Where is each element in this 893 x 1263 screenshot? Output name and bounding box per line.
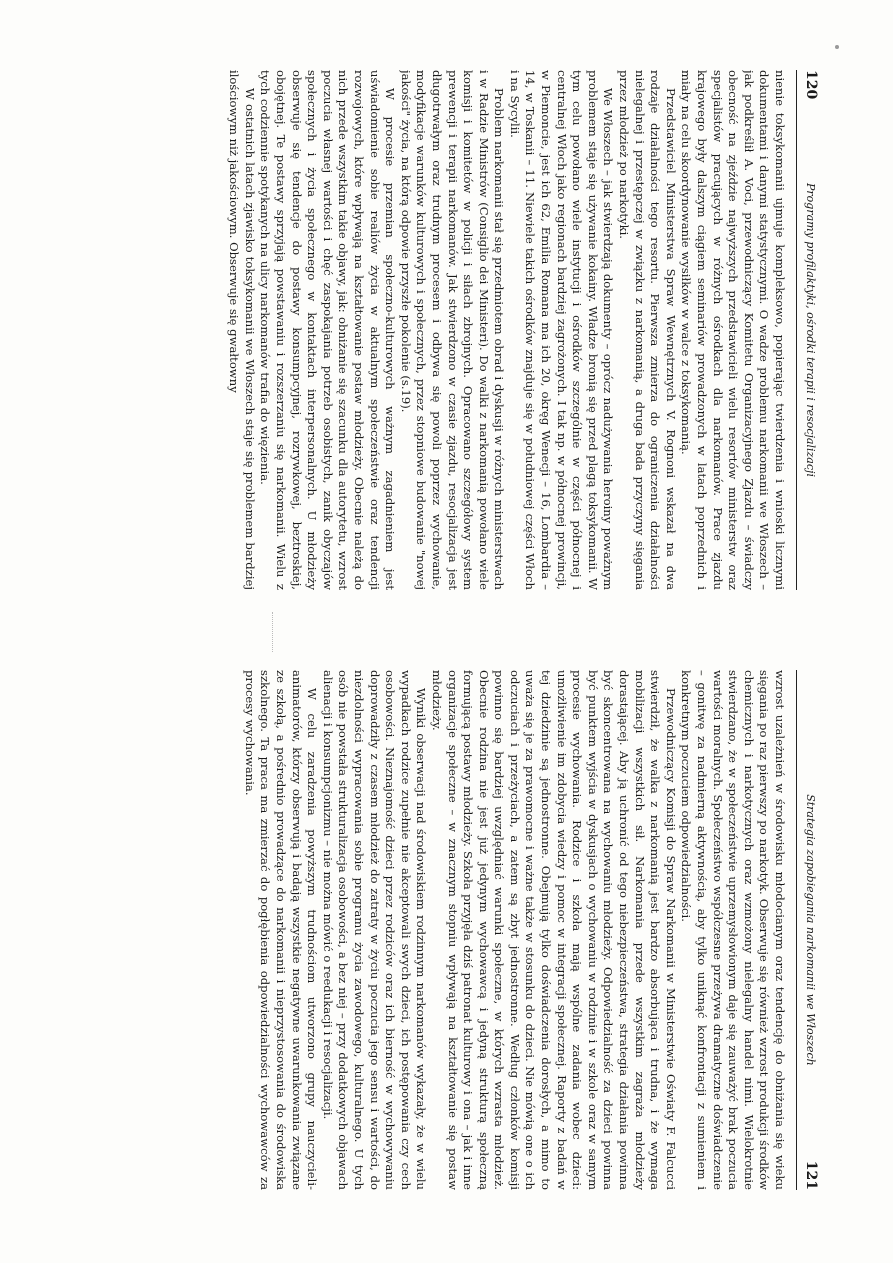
left-running-head: Programy profilaktyki, ośrodki terapii i resocjalizacji — [804, 183, 817, 477]
right-paragraph: Wyniki obserwacji nad środowiskiem rodzinnym narkomanów wykazały, że w wielu wypadkach rodzice zupełnie nie akceptowali swych dzieci, ich postępowania czy cech osobowości. Nieznajomość dzieci przez rodziców oraz ich bierność w wychowywaniu doprowadziły z czasem młodzież do zatraty w życiu poczucia jego sensu i wartości, do niezdolności wypracowania sobie programu życia zawodowego, kulturalnego. U tych osób nie powstała strukturalizacja osobowości, a bez niej – przy dodatkowych objawach alienacji i konsumpcjonizmu – nie można mówić o reedukacji i resocjalizacji. — [320, 670, 429, 1190]
left-paragraph: Przedstawiciel Ministerstwa Spraw Wewnętrznych V. Rognoni wskazał na dwa rodzaje działalności tego resortu. Pierwsza zmierza do ograniczenia działalności nielegalnej i przestępczej w związku z narkomanią, a druga bada przyczyny sięgania przez młodzież po narkotyki. — [617, 70, 678, 590]
left-page-header — [797, 70, 819, 590]
left-paragraph: We Włoszech – jak stwierdzają dokumenty – oprócz nadużywania heroiny poważnym problemem staje się używanie kokainy. Władze bronią się przed plagą toksykomanii. W tym celu powołano wiele instytucji i ośrodków szczególnie w części północnej i centralnej Włoch jako regionach bardziej zagrożonych. I tak np. w północnej prowincji, w Piemoncie, jest ich 62, Emilia Romana ma ich 20, okręg Wenecji – 16, Lombardia – 14, w Toskanii – 11. Niewiele takich ośrodków znajduje się w południowej części Włoch i na Sycylii. — [507, 70, 616, 590]
left-page — [0, 70, 893, 590]
right-paragraph: W celu zaradzenia powyższym trudnościom utworzono grupy nauczycieli-animatorów, którzy obserwują i badają wszystkie negatywne uwarunkowania związane ze szkołą, a pośrednio prowadzące do narkomanii i nieprzystosowania do środowiska szkolnego. Ta praca ma zmierzać do pogłębienia odpowiedzialności wychowawców za procesy wychowania. — [242, 670, 320, 1190]
left-page-number: 120 — [803, 70, 819, 100]
left-paragraph: nienie toksykomanii ujmuje kompleksowo, popierając twierdzenia i wnioski licznymi dokumentami i danymi statystycznymi. O wadze problemu narkomanii we Włoszech – jak podkreślił A. Voci, przewodniczący Komitetu Organizacyjnego Zjazdu – świadczy obecność na zjeździe najwyższych przedstawicieli wielu resortów ministerstw oraz specjalistów pracujących w różnych ośrodkach dla narkomanów. Prace zjazdu krajowego były dalszym ciągiem seminariów prowadzonych w latach poprzednich i miały na celu skoordynowanie wysiłków w walce z toksykomanią. — [679, 70, 787, 590]
right-running-head: Strategia zapobiegania narkomanii we Włoszech — [804, 794, 817, 1066]
right-header-rule — [796, 670, 797, 1190]
right-page-number: 121 — [803, 1160, 819, 1190]
scan-speck — [835, 45, 839, 49]
right-paragraph: Przewodniczący Komisji do Spraw Narkomanii w Ministerstwie Oświaty F. Falcucci stwierdził, że walka z narkomanią jest bardzo absorbująca i trudna, i że wymaga mobilizacji wszystkich sił. Narkomania przede wszystkim zagraża młodzieży dorastającej. Aby ją uchronić od tego niebezpieczeństwa, strategia działania powinna być skoncentrowana na wychowaniu młodzieży. Odpowiedzialność za dzieci powinna być punktem wyjścia w dyskusjach o wychowaniu w rodzinie i w szkole oraz w samym procesie wychowania. Rodzice i szkoła mają wspólne zadania wobec dzieci: umożliwienie im zdobycia wiedzy i pomoc w integracji społecznej. Raporty z badań w tej dziedzinie są jednostronne. Obejmują tylko doświadczenia dorosłych, a mimo to uważa się je za prawomocne i ważne także w stosunku do dzieci. Nie mówią one o ich odczuciach i przeżyciach, a zatem są zbyt jednostronne. Według członków komisji powinno się bardziej uwzględniać warunki społeczne, w których wzrasta młodzież. Obecnie rodzina nie jest już jedynym wychowawcą i jedyną strukturą społeczną formującą postawy młodzieży. Szkoła przyjęła dziś patronat kulturowy i ona – jak i inne organizacje społeczne – w znacznym stopniu wpływają na kształtowanie się postaw młodzieży. — [429, 670, 678, 1190]
right-page-header — [797, 670, 819, 1190]
left-paragraph: W procesie przemian społeczno-kulturowych ważnym zagadnieniem jest uświadomienie sobie realiów życia w aktualnym społeczeństwie oraz tendencji rozwojowych, które wpływają na kształtowanie postaw młodzieży. Obecnie należą do nich przede wszystkim takie objawy, jak: obniżanie się szacunku dla autorytetu, wzrost poczucia własnej wartości i chęć zaspokajania potrzeb osobistych, zanik obyczajów społecznych i życia społecznego w kontaktach interpersonalnych. U młodzieży obserwuje się tendencje do postawy konsumpcyjnej, rozrywkowej, beztroskiej, obojętnej. Te postawy sprzyjają powstawaniu i rozszerzaniu się narkomanii. Wielu z tych codziennie spotykanych na ulicy narkomanów trafia do więzienia. — [258, 70, 398, 590]
left-paragraph: Problem narkomanii stał się przedmiotem obrad i dyskusji w różnych ministerstwach i w Radzie Ministrów (Consiglio dei Ministeri). Do walki z narkomanią powołano wiele komisji i komitetów w policji i siłach zbrojnych. Opracowano szczegółowy system prewencji i terapii narkomanów. Jak stwierdzono w czasie zjazdu, resocjalizacja jest długotrwałym oraz trudnym procesem i odbywa się powoli poprzez wychowanie, modyfikacje warunków kulturowych i społecznych, przez stopniowe budowanie "nowej jakości" życia, na którą odpowie przyszłe pokolenie (s.19). — [398, 70, 507, 590]
right-page — [0, 670, 893, 1190]
left-paragraph: W ostatnich latach zjawisko toksykomanii we Włoszech staje się problemem bardziej ilościowym niż jakościowym. Obserwuje się gwałtowny — [227, 70, 257, 590]
right-page-body — [60, 670, 787, 1190]
right-paragraph: wzrost uzależnień w środowisku młodocianym oraz tendencję do obniżania się wieku sięgania po raz pierwszy po narkotyk. Obserwuje się również wzrost produkcji środków chemicznych i narkotycznych oraz wzmożony nielegalny handel nimi. Wielokrotnie stwierdzano, że w społeczeństwie uprzemysłowionym daje się zauważyć brak poczucia wartości moralnych. Społeczeństwo współczesne przeżywa dramatyczne doświadczenie – gonitwę za nadmierną aktywnością, aby tylko uniknąć konfrontacji z sumieniem i konkretnym poczuciem odpowiedzialności. — [679, 670, 787, 1190]
left-header-rule — [796, 70, 797, 590]
left-page-body — [60, 70, 787, 590]
page-gutter — [264, 612, 273, 652]
